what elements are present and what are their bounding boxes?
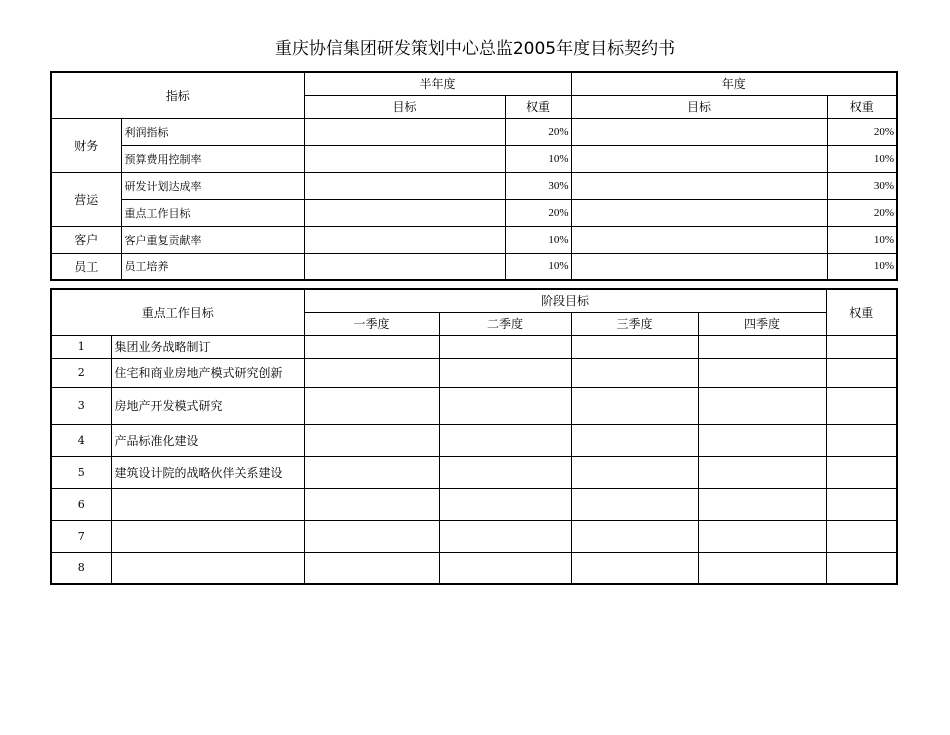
q4-cell[interactable] <box>698 488 826 520</box>
goal-name: 建筑设计院的战略伙伴关系建设 <box>111 456 304 488</box>
half-weight-header: 权重 <box>505 95 571 118</box>
half-weight-cell: 20% <box>505 199 571 226</box>
goal-name: 房地产开发模式研究 <box>111 387 304 424</box>
indicator-name: 员工培养 <box>121 253 304 280</box>
q3-cell[interactable] <box>571 424 698 456</box>
half-weight-cell: 10% <box>505 253 571 280</box>
q4-cell[interactable] <box>698 520 826 552</box>
q1-cell[interactable] <box>304 424 439 456</box>
q2-cell[interactable] <box>439 424 571 456</box>
half-target-cell[interactable] <box>304 172 505 199</box>
q4-cell[interactable] <box>698 456 826 488</box>
q4-cell[interactable] <box>698 387 826 424</box>
half-target-cell[interactable] <box>304 226 505 253</box>
row-number: 3 <box>51 387 111 424</box>
year-weight-cell: 30% <box>827 172 897 199</box>
indicator-name: 利润指标 <box>121 118 304 145</box>
year-target-header: 目标 <box>571 95 827 118</box>
year-weight-cell: 10% <box>827 253 897 280</box>
half-weight-cell: 30% <box>505 172 571 199</box>
table-row <box>51 424 897 456</box>
q1-cell[interactable] <box>304 358 439 387</box>
category-customer: 客户 <box>51 226 121 253</box>
indicator-name: 研发计划达成率 <box>121 172 304 199</box>
q3-cell[interactable] <box>571 488 698 520</box>
table-row <box>51 253 897 280</box>
q2-cell[interactable] <box>439 520 571 552</box>
goal-name: 产品标准化建设 <box>111 424 304 456</box>
table-row <box>51 520 897 552</box>
weight-cell[interactable] <box>826 488 897 520</box>
indicator-header: 指标 <box>51 72 304 118</box>
q3-cell[interactable] <box>571 387 698 424</box>
table-row <box>51 387 897 424</box>
stage-goals-header: 阶段目标 <box>304 289 826 312</box>
q2-header: 二季度 <box>439 312 571 335</box>
q1-cell[interactable] <box>304 488 439 520</box>
q1-cell[interactable] <box>304 456 439 488</box>
half-weight-cell: 10% <box>505 226 571 253</box>
table-row <box>51 488 897 520</box>
half-target-header: 目标 <box>304 95 505 118</box>
year-target-cell[interactable] <box>571 172 827 199</box>
q1-cell[interactable] <box>304 520 439 552</box>
weight-cell[interactable] <box>826 456 897 488</box>
year-weight-cell: 10% <box>827 226 897 253</box>
row-number: 7 <box>51 520 111 552</box>
year-target-cell[interactable] <box>571 226 827 253</box>
goal-name: 集团业务战略制订 <box>111 335 304 358</box>
year-target-cell[interactable] <box>571 118 827 145</box>
table-row <box>51 456 897 488</box>
q2-cell[interactable] <box>439 358 571 387</box>
year-target-cell[interactable] <box>571 253 827 280</box>
category-staff: 员工 <box>51 253 121 280</box>
row-number: 6 <box>51 488 111 520</box>
q3-cell[interactable] <box>571 456 698 488</box>
key-goals-table <box>50 288 898 585</box>
q1-cell[interactable] <box>304 335 439 358</box>
half-target-cell[interactable] <box>304 199 505 226</box>
goal-name <box>111 520 304 552</box>
half-target-cell[interactable] <box>304 253 505 280</box>
indicator-name: 重点工作目标 <box>121 199 304 226</box>
indicator-name: 客户重复贡献率 <box>121 226 304 253</box>
table-row <box>51 552 897 584</box>
year-weight-cell: 20% <box>827 118 897 145</box>
indicator-name: 预算费用控制率 <box>121 145 304 172</box>
category-operations: 营运 <box>51 172 121 226</box>
half-weight-cell: 20% <box>505 118 571 145</box>
category-finance: 财务 <box>51 118 121 172</box>
table-row <box>51 172 897 199</box>
table-row <box>51 226 897 253</box>
key-goals-header: 重点工作目标 <box>51 289 304 335</box>
half-weight-cell: 10% <box>505 145 571 172</box>
q3-cell[interactable] <box>571 335 698 358</box>
year-weight-cell: 20% <box>827 199 897 226</box>
table-row <box>51 335 897 358</box>
year-target-cell[interactable] <box>571 199 827 226</box>
q3-header: 三季度 <box>571 312 698 335</box>
row-number: 4 <box>51 424 111 456</box>
full-year-header: 年度 <box>571 72 897 95</box>
row-number: 1 <box>51 335 111 358</box>
indicator-table <box>50 71 898 281</box>
goal-name: 住宅和商业房地产模式研究创新 <box>111 358 304 387</box>
q1-cell[interactable] <box>304 552 439 584</box>
q4-cell[interactable] <box>698 358 826 387</box>
year-weight-header: 权重 <box>827 95 897 118</box>
q3-cell[interactable] <box>571 358 698 387</box>
q2-cell[interactable] <box>439 456 571 488</box>
half-target-cell[interactable] <box>304 118 505 145</box>
row-number: 5 <box>51 456 111 488</box>
q4-cell[interactable] <box>698 424 826 456</box>
table-row <box>51 118 897 145</box>
half-target-cell[interactable] <box>304 145 505 172</box>
year-weight-cell: 10% <box>827 145 897 172</box>
weight-cell[interactable] <box>826 552 897 584</box>
weight-cell[interactable] <box>826 335 897 358</box>
q3-cell[interactable] <box>571 552 698 584</box>
weight-cell[interactable] <box>826 358 897 387</box>
weight-cell[interactable] <box>826 520 897 552</box>
table-row <box>51 358 897 387</box>
q1-header: 一季度 <box>304 312 439 335</box>
q1-cell[interactable] <box>304 387 439 424</box>
weight-cell[interactable] <box>826 424 897 456</box>
table-row <box>51 145 897 172</box>
q4-cell[interactable] <box>698 552 826 584</box>
q2-cell[interactable] <box>439 488 571 520</box>
goal-name <box>111 552 304 584</box>
year-target-cell[interactable] <box>571 145 827 172</box>
q2-cell[interactable] <box>439 335 571 358</box>
goal-name <box>111 488 304 520</box>
q4-header: 四季度 <box>698 312 826 335</box>
row-number: 8 <box>51 552 111 584</box>
q3-cell[interactable] <box>571 520 698 552</box>
weight-cell[interactable] <box>826 387 897 424</box>
q4-cell[interactable] <box>698 335 826 358</box>
half-year-header: 半年度 <box>304 72 571 95</box>
q2-cell[interactable] <box>439 387 571 424</box>
q2-cell[interactable] <box>439 552 571 584</box>
weight-header: 权重 <box>826 289 897 335</box>
table-row <box>51 199 897 226</box>
row-number: 2 <box>51 358 111 387</box>
document-title: 重庆协信集团研发策划中心总监2005年度目标契约书 <box>274 39 676 59</box>
